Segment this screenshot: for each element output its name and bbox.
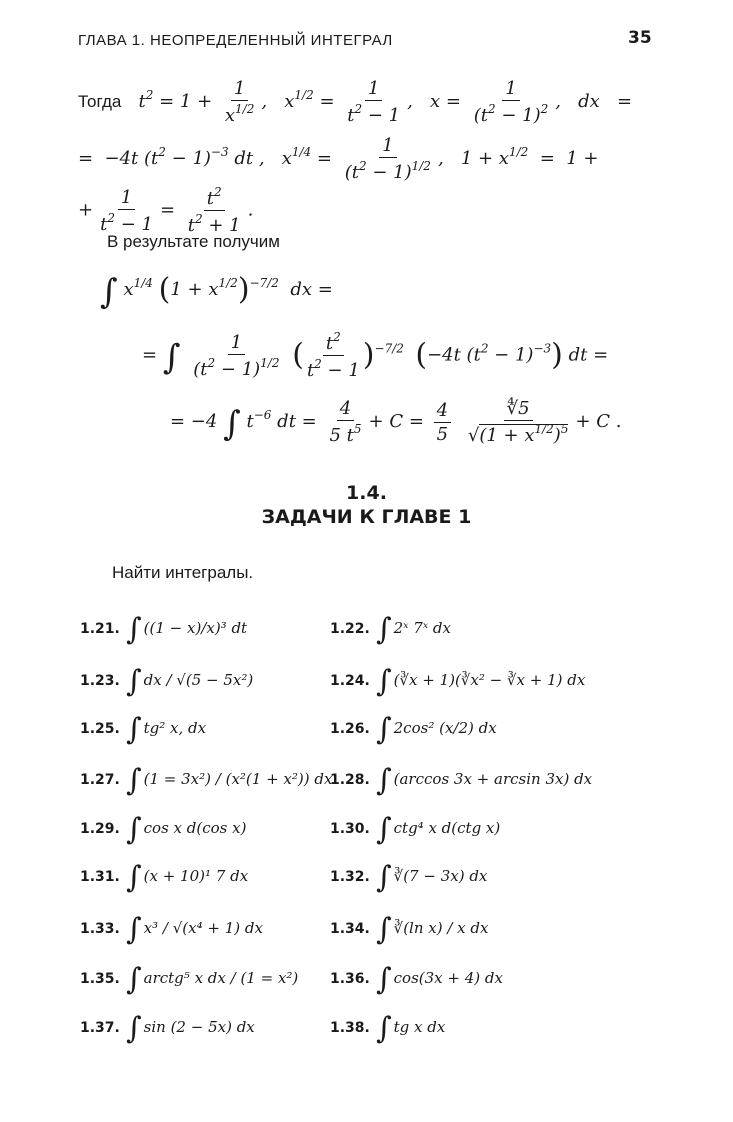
problem-1-34: 1.34. ∫ ∛(ln x) / x dx [330,912,489,947]
problem-1-30: 1.30. ∫ ctg⁴ x d(ctg x) [330,812,501,847]
problem-1-38: 1.38. ∫ tg x dx [330,1011,446,1046]
problem-1-24: 1.24. ∫ (∛x + 1)(∛x² − ∛x + 1) dx [330,664,586,699]
problem-1-27: 1.27. ∫ (1 = 3x²) / (x²(1 + x²)) dx [80,763,333,798]
integral-line-2: = ∫ $\frac{1}{(t^2 - 1)^{1/2}}$ ( $\frac{t^2}{t^2 - 1}$ )$^{-7/2}$ (−4t $(t^2 - 1)^{-3}$) dt = [142,330,609,381]
problem-1-26: 1.26. ∫ 2cos² (x/2) dx [330,712,497,747]
formula-line-1: Тогда $t^2 = 1$ + $\frac{1}{x^{1/2}}$ , $x^{1/2}$ = $\frac{1}{t^2 - 1}$ , x = $\frac{1}{(t^2 - 1)^2}$ , dx = [78,78,633,126]
problem-1-33: 1.33. ∫ x³ / √(x⁴ + 1) dx [80,912,263,947]
problem-1-32: 1.32. ∫ ∛(7 − 3x) dx [330,860,488,895]
problem-1-22: 1.22. ∫ 2ˣ 7ˣ dx [330,612,451,647]
problem-1-36: 1.36. ∫ cos(3x + 4) dx [330,962,503,997]
result-sentence: В результате получим [107,232,280,251]
problem-1-21: 1.21. ∫ ((1 − x)/x)³ dt [80,612,248,647]
problem-1-35: 1.35. ∫ arctg⁵ x dx / (1 = x²) [80,962,299,997]
problem-1-25: 1.25. ∫ tg² x, dx [80,712,207,747]
integral-line-1: ∫ $x^{1/4}$ $(1 + x^{1/2})^{-7/2}$ dx = [100,272,333,312]
problem-1-28: 1.28. ∫ (arccos 3x + arcsin 3x) dx [330,763,593,798]
page-number: 35 [628,28,652,48]
formula-line-3: + $\frac{1}{t^2 - 1}$ = $\frac{t^2}{t^2 + 1}$ . [78,185,254,236]
then-word: Тогда [78,92,122,111]
section-title: ЗАДАЧИ К ГЛАВЕ 1 [261,506,472,528]
integral-line-3: = −4 ∫ $t^{-6}$ dt = $\frac{4}{5 t^5}$ + C = $\frac{4}{5}$ $\frac{∜5}{√(1 + x^{1/2})^5}$ + C . [170,398,622,446]
section-number: 1.4. [346,482,387,504]
problem-1-29: 1.29. ∫ cos x d(cos x) [80,812,247,847]
problem-1-31: 1.31. ∫ (x + 10)¹ 7 dx [80,860,249,895]
formula-line-2: = −4t $(t^2 - 1)^{-3}$ dt , $x^{1/4}$ = $\frac{1}{(t^2 - 1)^{1/2}}$ , $1 + x^{1/2} = 1$ + [78,135,599,183]
problem-1-37: 1.37. ∫ sin (2 − 5x) dx [80,1011,255,1046]
problem-1-23: 1.23. ∫ dx / √(5 − 5x²) [80,664,254,699]
instruction: Найти интегралы. [112,563,254,582]
running-head: ГЛАВА 1. НЕОПРЕДЕЛЕННЫЙ ИНТЕГРАЛ [78,32,393,49]
